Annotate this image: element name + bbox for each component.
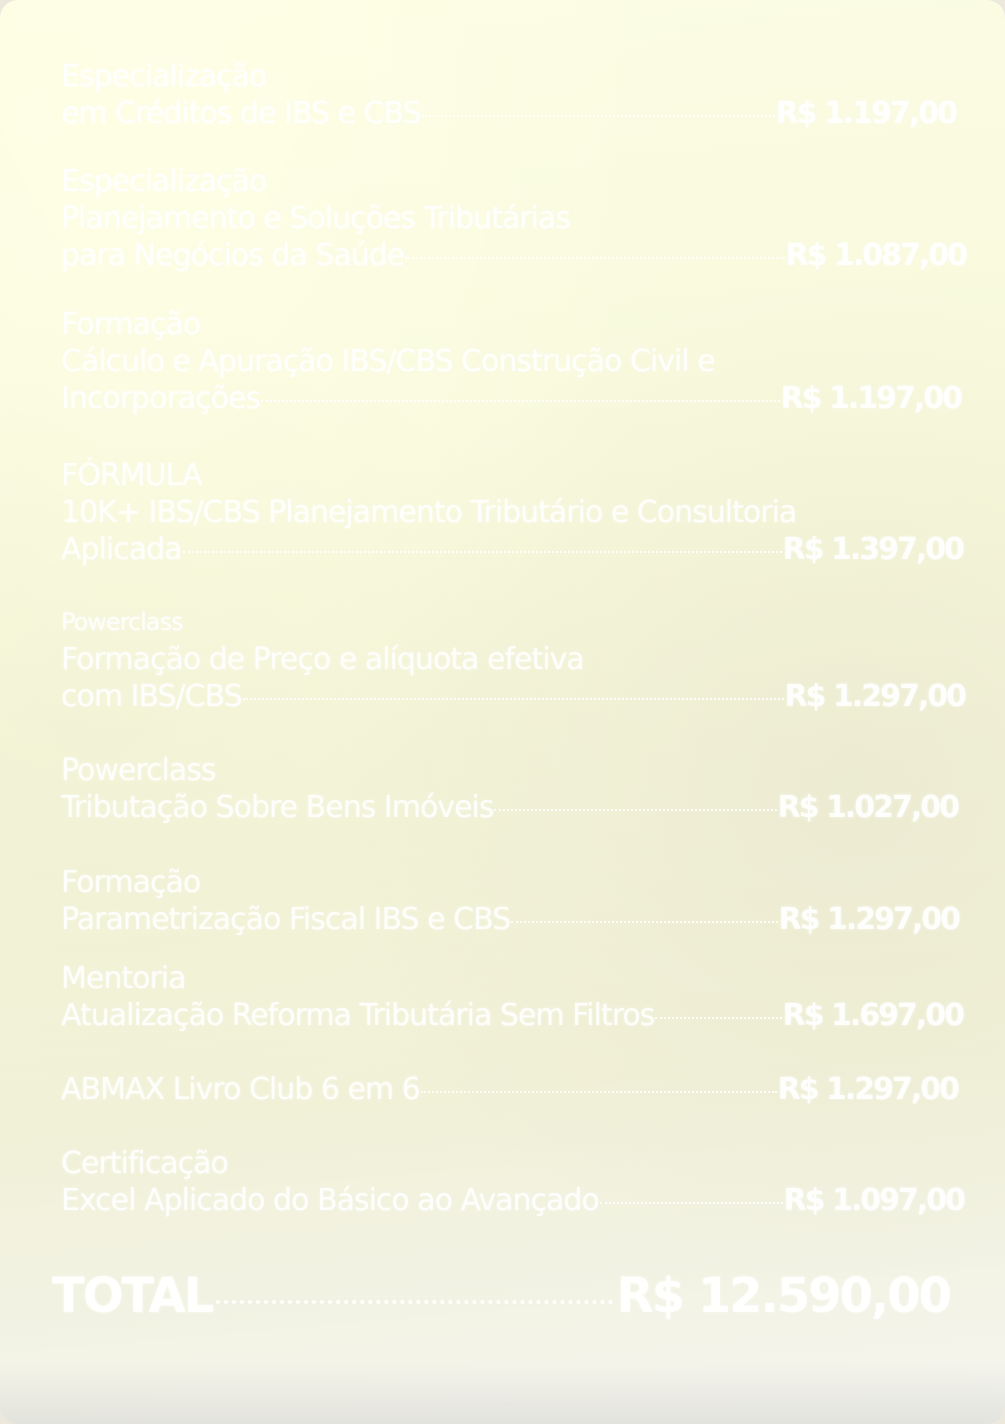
- dot-leader: [421, 1091, 777, 1093]
- item-title: Incorporações: [61, 381, 261, 416]
- dot-leader: [600, 1202, 783, 1204]
- total-label: TOTAL: [52, 1268, 213, 1324]
- item-price: R$ 1.297,00: [784, 679, 965, 714]
- list-item: [61, 163, 966, 274]
- dot-leader: [183, 551, 782, 553]
- item-title: Atualização Reforma Tributária Sem Filtros: [61, 998, 655, 1033]
- item-title: em Créditos de IBS e CBS: [61, 96, 421, 131]
- item-title: Parametrização Fiscal IBS e CBS: [61, 902, 511, 937]
- item-title-line: Cálculo e Apuração IBS/CBS Construção Civil e: [61, 344, 715, 379]
- item-title: ABMAX Livro Club 6 em 6: [61, 1072, 420, 1107]
- total-row: [52, 1268, 950, 1324]
- list-item: [61, 864, 959, 938]
- item-category: Mentoria: [61, 961, 186, 996]
- item-title: Excel Aplicado do Básico ao Avançado: [61, 1183, 599, 1218]
- dot-leader: [261, 400, 779, 402]
- item-category: Powerclass: [61, 753, 216, 788]
- item-title-line: Planejamento e Soluções Tributárias: [61, 201, 571, 236]
- list-item: [61, 1145, 964, 1219]
- dot-leader: [422, 115, 775, 117]
- item-price: R$ 1.297,00: [777, 1072, 958, 1107]
- list-item: [61, 604, 965, 715]
- item-category: Especialização: [61, 59, 267, 94]
- item-category: Formação: [61, 307, 201, 342]
- item-title: Aplicada: [61, 532, 182, 567]
- dot-leader: [494, 809, 776, 811]
- item-title-line: 10K+ IBS/CBS Planejamento Tributário e Consultoria: [61, 495, 797, 530]
- item-price: R$ 1.197,00: [775, 96, 956, 131]
- dot-leader: [405, 257, 784, 259]
- item-price: R$ 1.197,00: [780, 381, 961, 416]
- list-item: [61, 752, 958, 826]
- item-category: Especialização: [61, 164, 267, 199]
- item-title-line: Formação de Preço e alíquota efetiva: [61, 642, 584, 677]
- dot-leader: [243, 698, 784, 700]
- dot-leader: [216, 1300, 612, 1304]
- total-value: R$ 12.590,00: [616, 1268, 950, 1324]
- item-title: com IBS/CBS: [61, 679, 242, 714]
- item-price: R$ 1.097,00: [783, 1183, 964, 1218]
- dot-leader: [511, 921, 777, 923]
- list-item: [61, 306, 961, 417]
- list-item: [61, 1071, 958, 1108]
- item-price: R$ 1.697,00: [782, 998, 963, 1033]
- item-title: Tributação Sobre Bens Imóveis: [61, 790, 494, 825]
- list-item: [61, 457, 963, 568]
- item-price: R$ 1.297,00: [778, 902, 959, 937]
- dot-leader: [655, 1017, 781, 1019]
- item-category: Certificação: [61, 1146, 228, 1181]
- item-price: R$ 1.087,00: [785, 238, 966, 273]
- item-category: Formação: [61, 865, 201, 900]
- item-category: FÓRMULA: [61, 458, 202, 493]
- item-category: Powerclass: [61, 608, 183, 636]
- list-item: [61, 960, 963, 1034]
- item-price: R$ 1.027,00: [777, 790, 958, 825]
- item-price: R$ 1.397,00: [782, 532, 963, 567]
- list-item: [61, 58, 956, 132]
- item-title: para Negócios da Saúde: [61, 238, 405, 273]
